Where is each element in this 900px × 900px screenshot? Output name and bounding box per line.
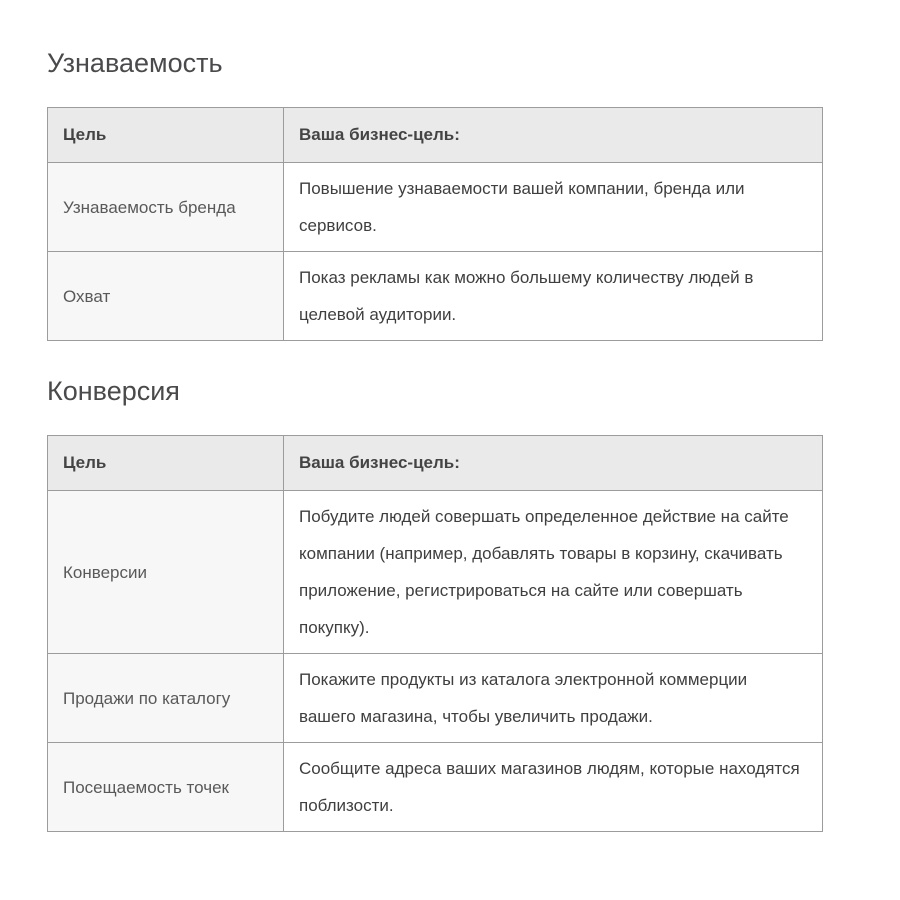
description-cell-catalog-sales: Покажите продукты из каталога электронной коммерции вашего магазина, чтобы увеличить продажи. <box>284 654 823 743</box>
description-cell-conversions: Побудите людей совершать определенное действие на сайте компании (например, добавлять товары в корзину, скачивать приложение, регистрироваться на сайте или совершать покупку). <box>284 491 823 654</box>
section-heading-conversion: Конверсия <box>47 376 180 406</box>
section-awareness <box>47 46 853 341</box>
table-row <box>48 163 823 252</box>
goal-cell-conversions: Конверсии <box>48 491 284 654</box>
section-heading-awareness: Узнаваемость <box>47 48 223 78</box>
business-goal-column-header: Ваша бизнес-цель: <box>284 108 823 163</box>
goal-column-header: Цель <box>48 436 284 491</box>
awareness-goals-table <box>47 107 823 341</box>
section-conversion <box>47 374 853 832</box>
table-row <box>48 743 823 832</box>
goal-cell-brand-awareness: Узнаваемость бренда <box>48 163 284 252</box>
description-cell-store-traffic: Сообщите адреса ваших магазинов людям, которые находятся поблизости. <box>284 743 823 832</box>
description-cell-brand-awareness: Повышение узнаваемости вашей компании, бренда или сервисов. <box>284 163 823 252</box>
business-goal-column-header: Ваша бизнес-цель: <box>284 436 823 491</box>
goal-cell-reach: Охват <box>48 252 284 341</box>
table-row <box>48 654 823 743</box>
goal-column-header: Цель <box>48 108 284 163</box>
table-header-row <box>48 436 823 491</box>
conversion-goals-table <box>47 435 823 832</box>
goal-cell-catalog-sales: Продажи по каталогу <box>48 654 284 743</box>
table-row <box>48 491 823 654</box>
table-header-row <box>48 108 823 163</box>
description-cell-reach: Показ рекламы как можно большему количеству людей в целевой аудитории. <box>284 252 823 341</box>
table-row <box>48 252 823 341</box>
goal-cell-store-traffic: Посещаемость точек <box>48 743 284 832</box>
